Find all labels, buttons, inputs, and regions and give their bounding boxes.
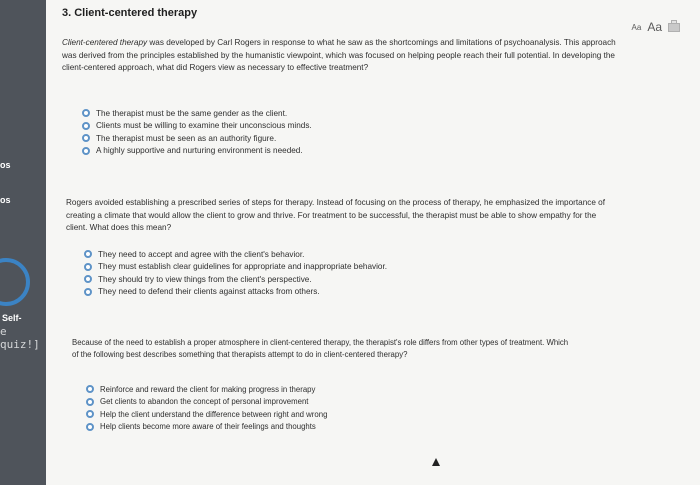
question-3-options xyxy=(86,383,327,433)
radio-button[interactable] xyxy=(82,134,90,142)
option-label: They need to accept and agree with the client's behavior. xyxy=(98,249,305,259)
print-icon[interactable] xyxy=(668,23,680,32)
quiz-link[interactable]: e quiz!] xyxy=(0,325,40,351)
radio-button[interactable] xyxy=(84,275,92,283)
option-label: A highly supportive and nurturing environment is needed. xyxy=(96,146,303,156)
option-label: Clients must be willing to examine their unconscious minds. xyxy=(96,121,312,131)
radio-button[interactable] xyxy=(84,250,92,258)
q2-option-2[interactable] xyxy=(84,261,387,274)
option-label: Help clients become more aware of their feelings and thoughts xyxy=(100,422,316,432)
self-quiz-label[interactable]: Self- xyxy=(2,313,22,323)
page-title: 3. Client-centered therapy xyxy=(62,7,198,19)
radio-button[interactable] xyxy=(84,288,92,296)
q2-option-1[interactable] xyxy=(84,248,387,261)
radio-button[interactable] xyxy=(82,109,90,117)
progress-ring-icon[interactable] xyxy=(0,258,30,306)
radio-button[interactable] xyxy=(82,122,90,130)
option-label: Help the client understand the difference between right and wrong xyxy=(100,409,328,419)
option-label: Reinforce and reward the client for making progress in therapy xyxy=(100,384,316,394)
mouse-cursor-icon xyxy=(432,458,440,466)
radio-button[interactable] xyxy=(86,410,94,418)
q2-option-3[interactable] xyxy=(84,273,387,286)
q3-option-2[interactable] xyxy=(86,396,327,409)
q1-option-2[interactable] xyxy=(82,120,312,133)
q3-option-3[interactable] xyxy=(86,408,327,421)
q2-option-4[interactable] xyxy=(84,286,387,299)
sidebar-label-top: os xyxy=(0,160,11,170)
question-2-text: Rogers avoided establishing a prescribed series of steps for therapy. Instead of focusing on the process of therapy, he emphasized the importance of creating a climate that would allow the client to grow and thrive. For treatment to be successful, the therapist must be able to show empathy for the client. What does this mean? xyxy=(66,198,606,232)
option-label: The therapist must be seen as an authority figure. xyxy=(96,133,277,143)
question-1-text xyxy=(62,37,622,75)
left-sidebar xyxy=(0,0,46,485)
sidebar-label-mid: os xyxy=(0,195,11,205)
increase-text-size-button[interactable]: Aa xyxy=(647,20,662,34)
option-label: They should try to view things from the client's perspective. xyxy=(98,274,312,284)
question-1-italic-term: Client-centered therapy xyxy=(62,38,148,47)
option-label: The therapist must be the same gender as the client. xyxy=(96,108,288,118)
radio-button[interactable] xyxy=(86,398,94,406)
radio-button[interactable] xyxy=(82,147,90,155)
q1-option-4[interactable] xyxy=(82,145,312,158)
main-content xyxy=(46,0,700,485)
question-2-options xyxy=(84,248,387,298)
radio-button[interactable] xyxy=(86,423,94,431)
question-1-options xyxy=(82,107,312,157)
text-size-controls xyxy=(632,20,680,34)
radio-button[interactable] xyxy=(86,385,94,393)
option-label: They need to defend their clients against attacks from others. xyxy=(98,287,320,297)
radio-button[interactable] xyxy=(84,263,92,271)
option-label: They must establish clear guidelines for appropriate and inappropriate behavior. xyxy=(98,262,388,272)
q1-option-1[interactable] xyxy=(82,107,312,120)
question-1-body: was developed by Carl Rogers in response to what he saw as the shortcomings and limitations of psychoanalysis. This approach was derived from the principles established by the humanistic viewpoint, which was focused on helping people reach their full potential. In developing the client-centered approach, what did Rogers view as necessary to effective treatment? xyxy=(62,38,616,72)
question-3-text: Because of the need to establish a proper atmosphere in client-centered therapy, the therapist's role differs from other types of treatment. Which of the following best describes something that therapists attempt to do in client-centered therapy? xyxy=(72,338,569,359)
q3-option-4[interactable] xyxy=(86,421,327,434)
q3-option-1[interactable] xyxy=(86,383,327,396)
q1-option-3[interactable] xyxy=(82,132,312,145)
option-label: Get clients to abandon the concept of personal improvement xyxy=(100,397,309,407)
decrease-text-size-button[interactable]: Aa xyxy=(631,22,642,32)
